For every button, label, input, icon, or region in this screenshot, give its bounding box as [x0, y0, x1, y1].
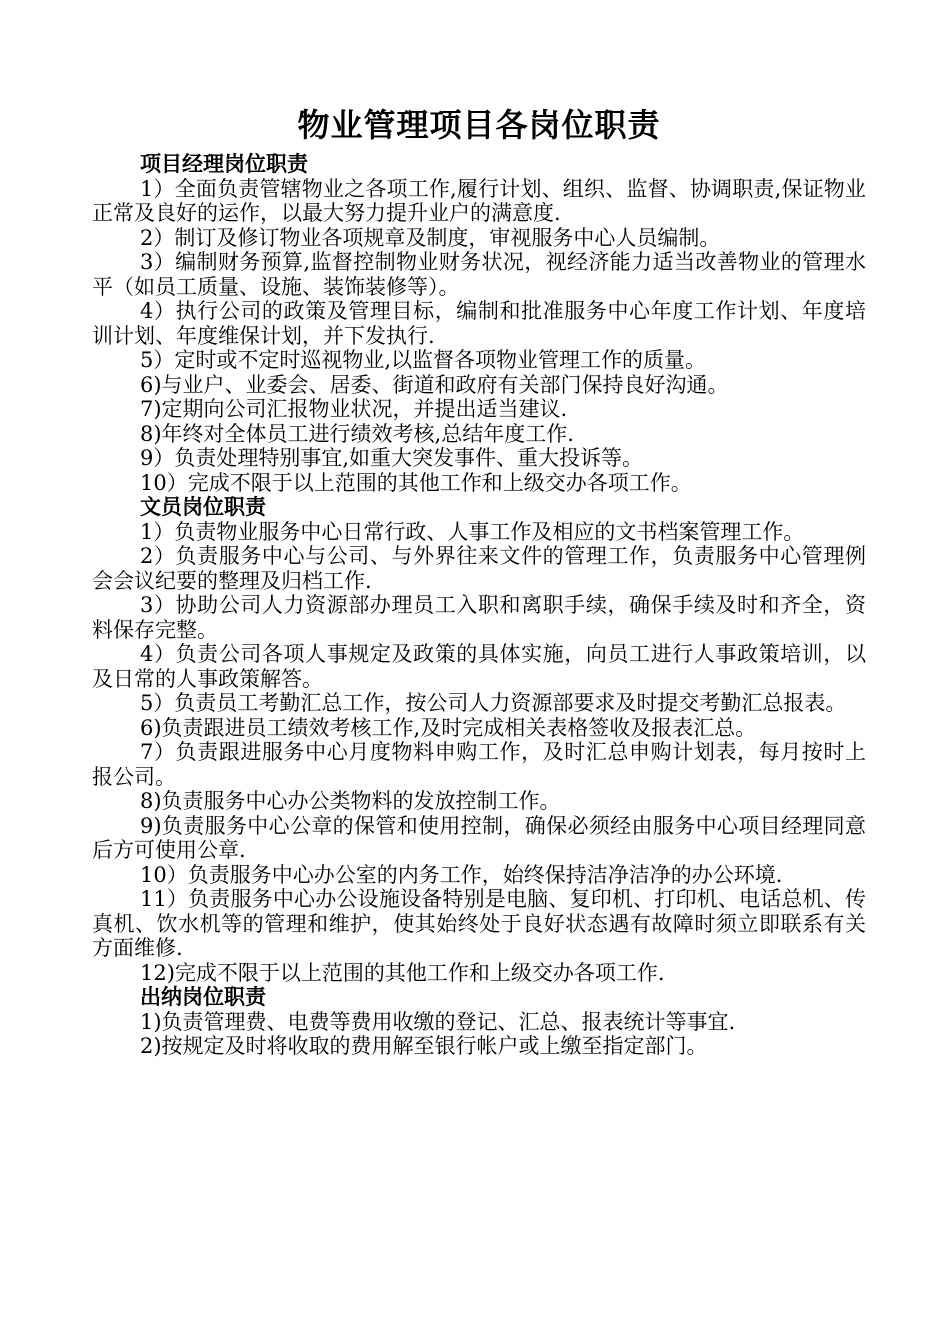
- duty-item: 8)负责服务中心办公类物料的发放控制工作。: [140, 789, 561, 813]
- document-page: [92, 100, 866, 1059]
- duty-item: 1）负责物业服务中心日常行政、人事工作及相应的文书档案管理工作。: [140, 519, 805, 544]
- section-heading: 文员岗位职责: [140, 495, 266, 519]
- duty-item: 11）负责服务中心办公设施设备特别是电脑、复印机、打印机、电话总机、传真机、饮水机等的管理和维护，使其始终处于良好状态遇有故障时须立即联系有关方面维修.: [92, 887, 866, 960]
- duty-item: 5）负责员工考勤汇总工作，按公司人力资源部要求及时提交考勤汇总报表。: [140, 691, 847, 715]
- section-cashier: [92, 985, 866, 1059]
- duty-item: 2）负责服务中心与公司、与外界往来文件的管理工作，负责服务中心管理例会会议纪要的整理及归档工作.: [92, 544, 866, 593]
- duty-item: 5）定时或不定时巡视物业,以监督各项物业管理工作的质量。: [140, 348, 707, 372]
- duty-item: 12)完成不限于以上范围的其他工作和上级交办各项工作.: [140, 960, 665, 985]
- duty-item: 8)年终对全体员工进行绩效考核,总结年度工作.: [140, 421, 574, 446]
- duty-item: 4）执行公司的政策及管理目标，编制和批准服务中心年度工作计划、年度培训计划、年度维保计划，并下发执行.: [92, 299, 866, 348]
- duty-item: 10）负责服务中心办公室的内务工作，始终保持洁净洁净的办公环境.: [140, 862, 783, 887]
- document-title: 物业管理项目各岗位职责: [297, 106, 661, 144]
- duty-item: 10）完成不限于以上范围的其他工作和上级交办各项工作。: [140, 470, 692, 495]
- duty-item: 7)定期向公司汇报物业状况，并提出适当建议.: [140, 397, 568, 421]
- duty-item: 4）负责公司各项人事规定及政策的具体实施，向员工进行人事政策培训，以及日常的人事政策解答。: [92, 642, 866, 691]
- duty-item: 9)负责服务中心公章的保管和使用控制，确保必须经由服务中心项目经理同意后方可使用公章.: [92, 813, 866, 862]
- duty-item: 9）负责处理特别事宜,如重大突发事件、重大投诉等。: [140, 446, 644, 470]
- duty-item: 3）编制财务预算,监督控制物业财务状况，视经济能力适当改善物业的管理水平（如员工质量、设施、装饰装修等）。: [92, 250, 866, 299]
- duty-item: 2）制订及修订物业各项规章及制度，审视服务中心人员编制。: [140, 225, 721, 250]
- duty-item: 7）负责跟进服务中心月度物料申购工作，及时汇总申购计划表，每月按时上报公司。: [92, 740, 866, 789]
- duty-item: 1)负责管理费、电费等费用收缴的登记、汇总、报表统计等事宜.: [140, 1009, 736, 1034]
- section-project-manager: [92, 152, 866, 495]
- duty-item: 3）协助公司人力资源部办理员工入职和离职手续，确保手续及时和齐全，资料保存完整。: [92, 593, 866, 642]
- duty-item: 6)与业户、业委会、居委、街道和政府有关部门保持良好沟通。: [140, 372, 729, 397]
- duty-item: 1）全面负责管辖物业之各项工作,履行计划、组织、监督、协调职责,保证物业正常及良好的运作，以最大努力提升业户的满意度.: [92, 176, 866, 225]
- section-clerk: [92, 495, 866, 985]
- duty-item: 6)负责跟进员工绩效考核工作,及时完成相关表格签收及报表汇总。: [140, 715, 757, 740]
- section-heading: 出纳岗位职责: [140, 985, 266, 1009]
- section-heading: 项目经理岗位职责: [140, 152, 308, 176]
- duty-item: 2)按规定及时将收取的费用解至银行帐户或上缴至指定部门。: [140, 1034, 708, 1058]
